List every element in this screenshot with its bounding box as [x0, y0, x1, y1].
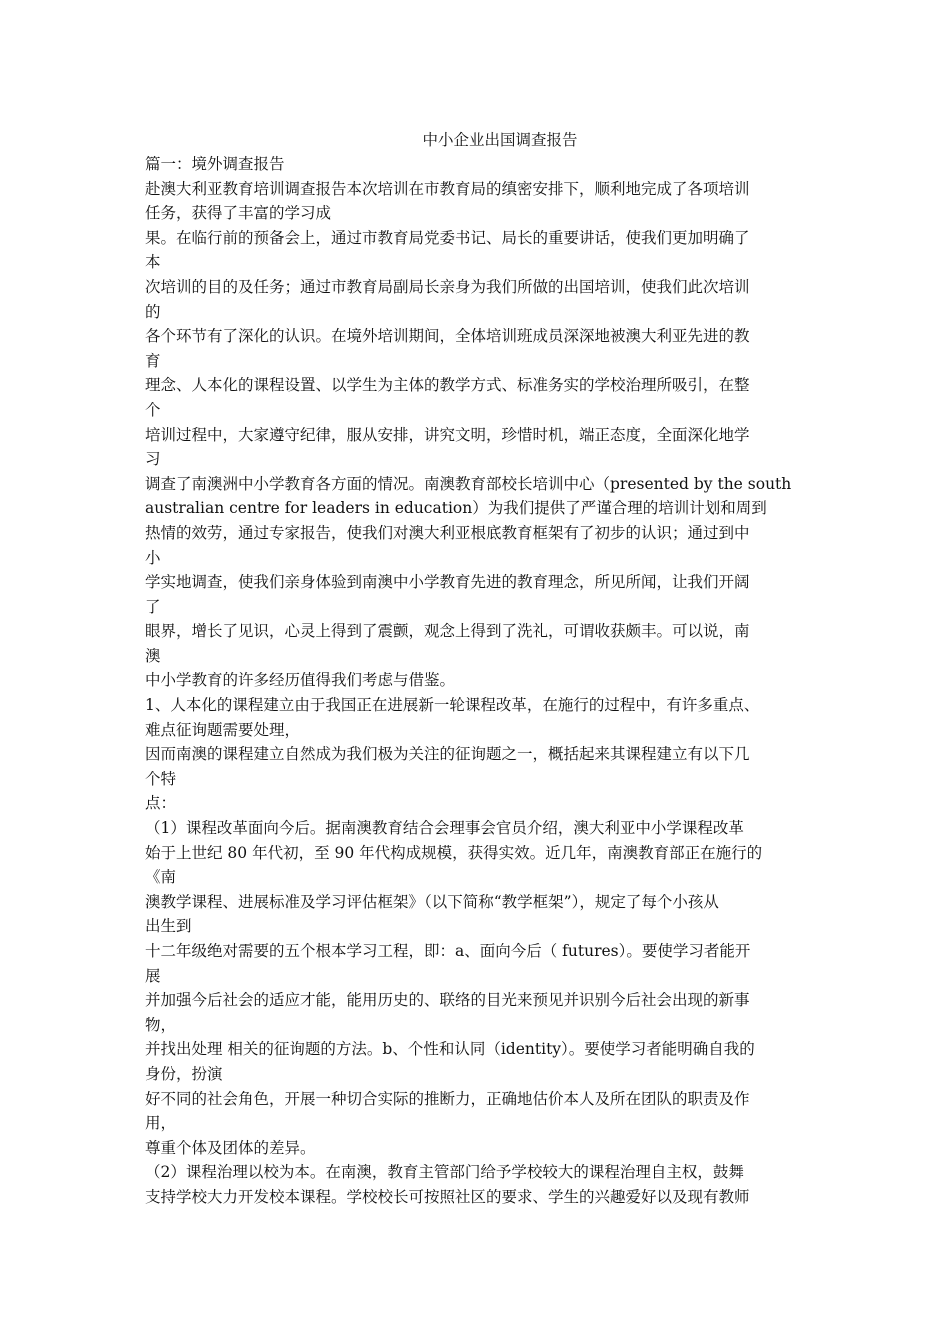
- text-line: 出生到: [145, 917, 192, 936]
- text-line: 始于上世纪 80 年代初，至 90 年代构成规模，获得实效。近几年，南澳教育部正在施行的: [145, 843, 763, 862]
- text-line: 好不同的社会角色，开展一种切合实际的推断力，正确地估价本人及所在团队的职责及作: [145, 1089, 750, 1108]
- text-line: 个特: [145, 769, 177, 788]
- text-line: 身份，扮演: [145, 1064, 223, 1083]
- text-line: 赴澳大利亚教育培训调查报告本次培训在市教育局的缜密安排下，顺利地完成了各项培训: [145, 179, 750, 198]
- text-line: 难点征询题需要处理，: [145, 720, 301, 739]
- text-line: 果。在临行前的预备会上，通过市教育局党委书记、局长的重要讲话，使我们更加明确了: [145, 228, 750, 247]
- text-line: 调查了南澳洲中小学教育各方面的情况。南澳教育部校长培训中心（presented by the south: [145, 474, 792, 493]
- text-line: 育: [145, 351, 161, 370]
- text-line: 理念、人本化的课程设置、以学生为主体的教学方式、标准务实的学校治理所吸引，在整: [145, 376, 750, 395]
- text-line: （1）课程改革面向今后。据南澳教育结合会理事会官员介绍，澳大利亚中小学课程改革: [145, 819, 744, 838]
- text-line: 习: [145, 450, 161, 469]
- text-line: （2）课程治理以校为本。在南澳，教育主管部门给予学校较大的课程治理自主权，鼓舞: [145, 1163, 744, 1182]
- text-line: 任务，获得了丰富的学习成: [145, 204, 332, 223]
- text-line: 小: [145, 548, 161, 567]
- text-line: 了: [145, 597, 161, 616]
- text-line: 眼界，增长了见识，心灵上得到了震颤，观念上得到了洗礼，可谓收获颇丰。可以说，南: [145, 622, 750, 641]
- text-line: 培训过程中，大家遵守纪律，服从安排，讲究文明，珍惜时机，端正态度，全面深化地学: [145, 425, 750, 444]
- text-line: 中小学教育的许多经历值得我们考虑与借鉴。: [145, 671, 456, 690]
- text-line: 展: [145, 966, 161, 985]
- text-line: 澳: [145, 646, 161, 665]
- document-title: 中小企业出国调查报告: [422, 131, 578, 149]
- text-line: 尊重个体及团体的差异。: [145, 1138, 316, 1157]
- document-body: [145, 152, 825, 1210]
- text-line: 十二年级绝对需要的五个根本学习工程，即：a、面向今后（ futures）。要使学习者能开: [145, 942, 751, 960]
- text-line: 澳教学课程、进展标准及学习评估框架》（以下简称“教学框架”），规定了每个小孩从: [145, 892, 719, 911]
- text-line: 并加强今后社会的适应才能，能用历史的、联络的目光来预见并识别今后社会出现的新事: [145, 991, 750, 1010]
- text-line: 各个环节有了深化的认识。在境外培训期间，全体培训班成员深深地被澳大利亚先进的教: [145, 327, 750, 346]
- text-line: 用，: [145, 1114, 177, 1133]
- text-line: 次培训的目的及任务；通过市教育局副局长亲身为我们所做的出国培训，使我们此次培训: [145, 277, 750, 296]
- text-line: 的: [145, 302, 161, 321]
- text-line: 个: [145, 400, 161, 419]
- text-line: 因而南澳的课程建立自然成为我们极为关注的征询题之一，概括起来其课程建立有以下几: [145, 745, 750, 764]
- document-page: [145, 128, 825, 1210]
- text-line: 点：: [145, 794, 177, 813]
- text-line: 本: [145, 253, 161, 272]
- text-line: 支持学校大力开发校本课程。学校校长可按照社区的要求、学生的兴趣爱好以及现有教师: [145, 1187, 750, 1206]
- text-line: 热情的效劳，通过专家报告，使我们对澳大利亚根底教育框架有了初步的认识；通过到中: [145, 523, 750, 542]
- text-line: 《南: [145, 868, 177, 887]
- text-line: australian centre for leaders in education）为我们提供了严谨合理的培训计划和周到: [145, 499, 767, 518]
- text-line: 篇一：境外调查报告: [145, 155, 285, 173]
- text-line: 学实地调查，使我们亲身体验到南澳中小学教育先进的教育理念，所见所闻，让我们开阔: [145, 573, 750, 592]
- text-line: 并找出处理 相关的征询题的方法。b、个性和认同（identity）。要使学习者能明确自我的: [145, 1040, 755, 1059]
- text-line: 物，: [145, 1015, 177, 1034]
- text-line: 1、人本化的课程建立由于我国正在进展新一轮课程改革，在施行的过程中，有许多重点、: [145, 696, 760, 715]
